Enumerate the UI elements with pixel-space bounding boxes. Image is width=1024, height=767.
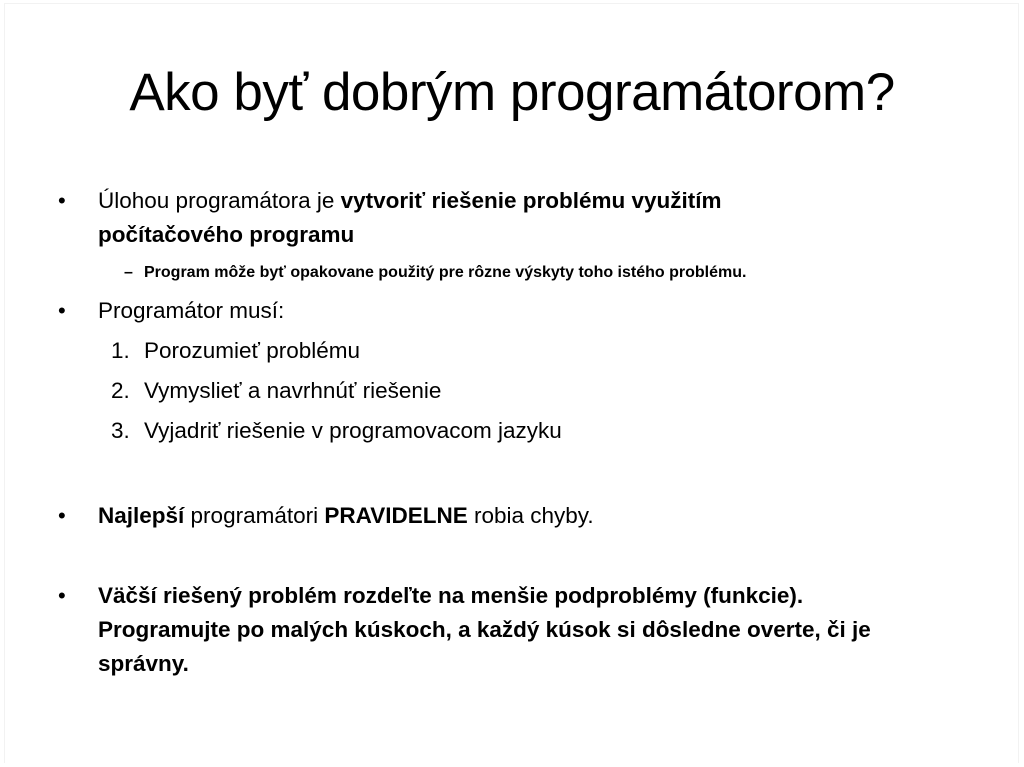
numbered-item-2: Vymyslieť a navrhnúť riešenie <box>144 378 442 403</box>
bullet-1-line-1 <box>98 186 722 216</box>
bullet-icon: • <box>58 503 66 528</box>
bullet-3-text <box>98 501 594 531</box>
bullet-icon: • <box>58 583 66 608</box>
bullet-3-bold-2: PRAVIDELNE <box>324 503 468 528</box>
bullet-icon: • <box>58 298 66 323</box>
numbered-item-1: Porozumieť problému <box>144 338 361 363</box>
list-number-3: 3. <box>111 418 130 443</box>
bullet-4-line-2: Programujte po malých kúskoch, a každý kúsok si dôsledne overte, či je <box>98 617 871 642</box>
bullet-2-text: Programátor musí: <box>98 298 285 323</box>
bullet-1-text-bold: vytvoriť riešenie problému využitím <box>340 188 722 213</box>
bullet-4-line-1: Väčší riešený problém rozdeľte na menšie podproblémy (funkcie). <box>98 583 804 608</box>
bullet-4-line-3: správny. <box>98 651 189 676</box>
bullet-icon: • <box>58 188 66 213</box>
bullet-1-line-2: počítačového programu <box>98 222 355 247</box>
slide-title: Ako byť dobrým programátorom? <box>129 63 895 122</box>
list-number-2: 2. <box>111 378 130 403</box>
bullet-1-subitem: Program môže byť opakovane použitý pre rôzne výskyty toho istého problému. <box>144 264 747 281</box>
numbered-item-3: Vyjadriť riešenie v programovacom jazyku <box>144 418 562 443</box>
bullet-3-bold-1: Najlepší <box>98 503 185 528</box>
bullet-3-regular-2: robia chyby. <box>467 503 594 528</box>
dash-icon: – <box>124 264 133 281</box>
bullet-3-regular-1: programátori <box>184 503 325 528</box>
list-number-1: 1. <box>111 338 130 363</box>
bullet-1-text-regular: Úlohou programátora je <box>98 188 341 213</box>
